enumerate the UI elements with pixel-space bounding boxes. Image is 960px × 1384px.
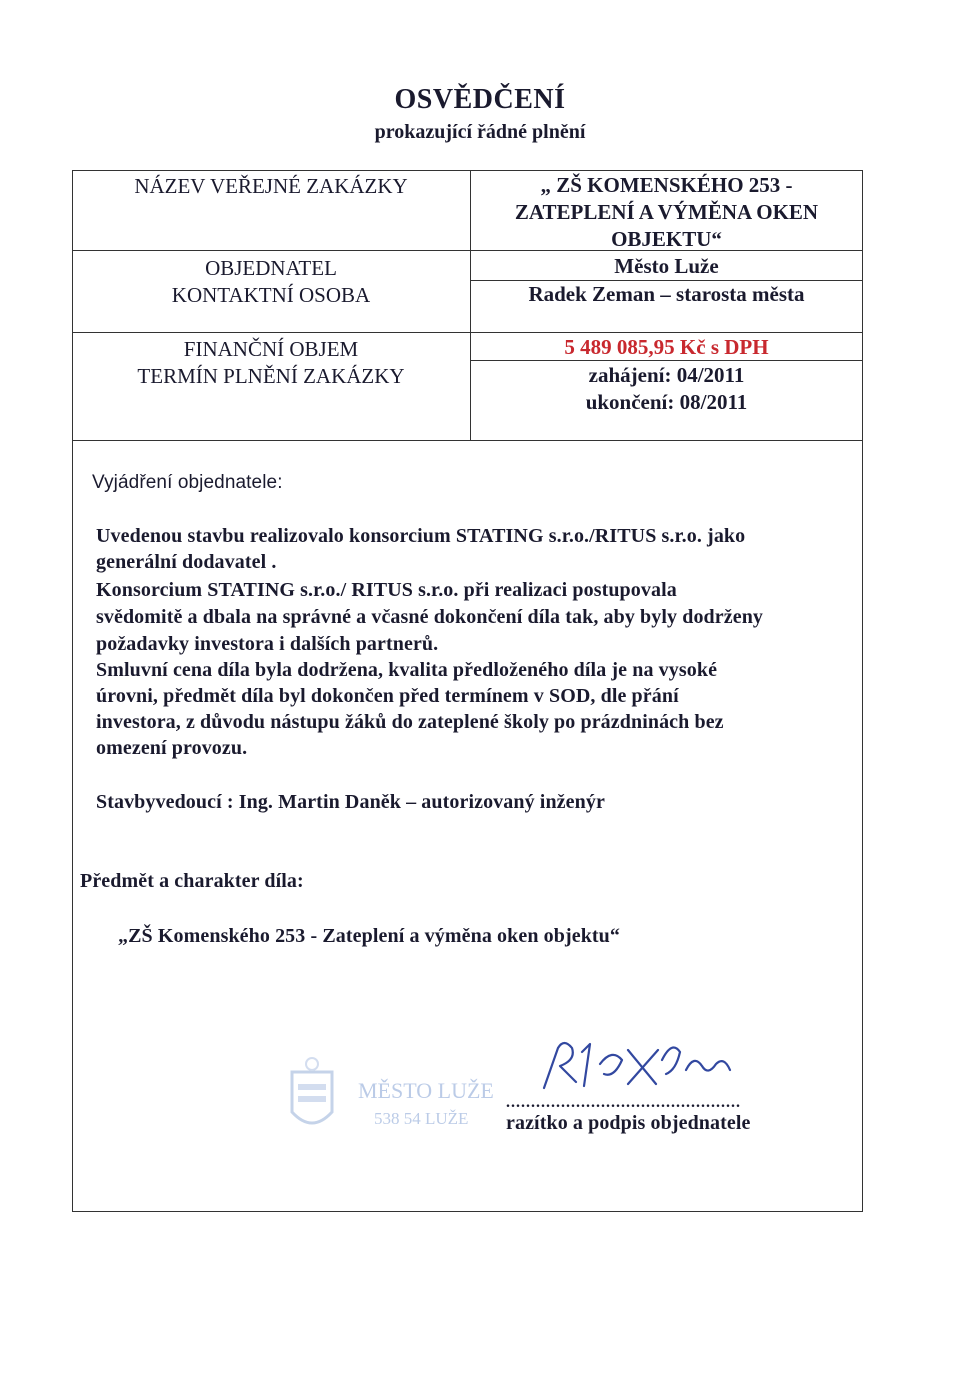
stamp-line1: MĚSTO LUŽE <box>358 1078 494 1103</box>
value-kontakt: Radek Zeman – starosta města <box>528 282 805 306</box>
value-zakazka-line1: „ ZŠ KOMENSKÉHO 253 - <box>540 173 793 197</box>
value-objem: 5 489 085,95 Kč s DPH <box>564 335 769 359</box>
value-ukonceni: ukončení: 08/2011 <box>585 390 748 414</box>
label-objednatel: OBJEDNATEL <box>205 256 337 280</box>
statement-line: svědomitě a dbala na správné a včasné dokončení díla tak, aby byly dodrženy <box>96 606 764 628</box>
value-zakazka-line3: OBJEKTU“ <box>611 227 722 251</box>
label-zakazka: NÁZEV VEŘEJNÉ ZAKÁZKY <box>134 174 408 198</box>
signature-line: ............................................... <box>506 1094 741 1111</box>
label-kontakt: KONTAKTNÍ OSOBA <box>171 283 371 307</box>
town-stamp <box>270 1050 500 1150</box>
signature-caption: razítko a podpis objednatele <box>506 1112 751 1134</box>
statement-heading: Vyjádření objednatele: <box>92 472 283 493</box>
statement-line: omezení provozu. <box>96 737 248 759</box>
statement-line: generální dodavatel . <box>96 551 277 573</box>
statement-line: investora, z důvodu nástupu žáků do zateplené školy po prázdninách bez <box>96 711 724 733</box>
value-objednatel: Město Luže <box>614 254 719 278</box>
statement-line: Uvedenou stavbu realizovalo konsorcium STATING s.r.o./RITUS s.r.o. jako <box>96 525 746 547</box>
document-subtitle: prokazující řádné plnění <box>374 121 586 143</box>
value-zahajeni: zahájení: 04/2011 <box>588 363 745 387</box>
predmet-value: „ZŠ Komenského 253 - Zateplení a výměna oken objektu“ <box>118 925 621 947</box>
table-divider <box>72 332 863 333</box>
label-objem: FINANČNÍ OBJEM <box>183 337 359 361</box>
document-title: OSVĚDČENÍ <box>394 84 566 115</box>
coat-of-arms-icon <box>292 1058 332 1123</box>
stamp-line2: 538 54 LUŽE <box>374 1109 469 1128</box>
statement-line: požadavky investora i dalších partnerů. <box>96 633 439 655</box>
table-divider <box>72 440 863 441</box>
predmet-heading: Předmět a charakter díla: <box>80 870 304 892</box>
signature-scribble <box>530 1030 740 1095</box>
statement-line: Konsorcium STATING s.r.o./ RITUS s.r.o. při realizaci postupovala <box>96 579 677 601</box>
value-zakazka-line2: ZATEPLENÍ A VÝMĚNA OKEN <box>514 200 819 224</box>
statement-line: úrovni, předmět díla byl dokončen před termínem v SOD, dle přání <box>96 685 679 707</box>
statement-line: Smluvní cena díla byla dodržena, kvalita předloženého díla je na vysoké <box>96 659 718 681</box>
label-termin: TERMÍN PLNĚNÍ ZAKÁZKY <box>137 364 405 388</box>
stavbyvedouci: Stavbyvedoucí : Ing. Martin Daněk – autorizovaný inženýr <box>96 791 605 813</box>
